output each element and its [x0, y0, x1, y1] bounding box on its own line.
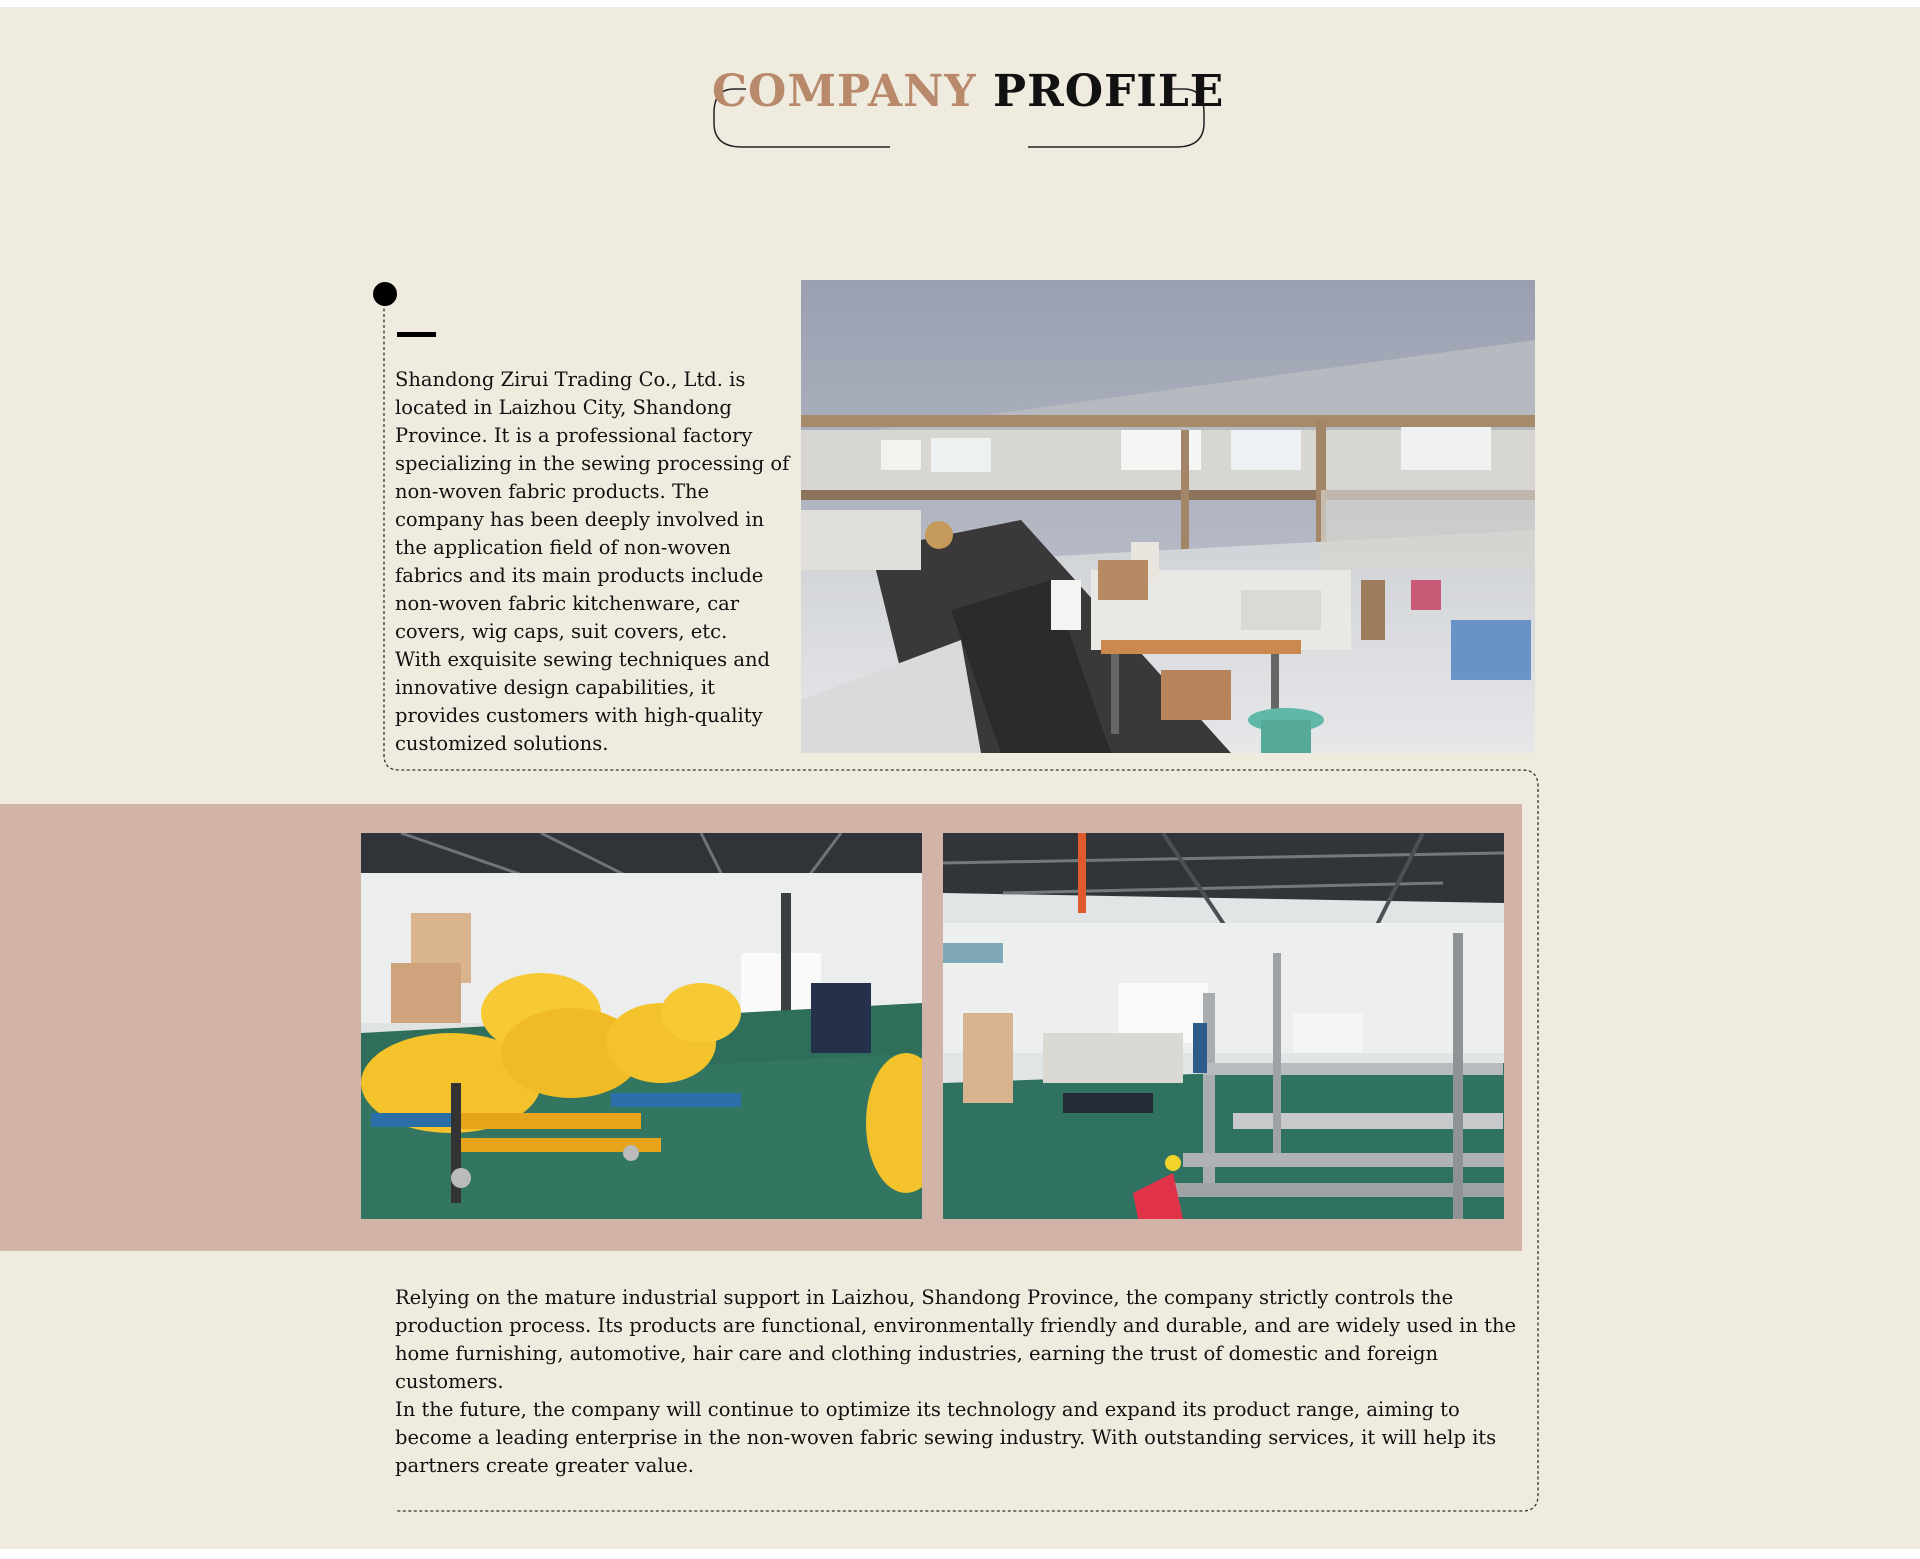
title-main-word: PROFILE [993, 66, 1225, 117]
timeline-dash [397, 332, 436, 337]
intro-paragraph-2: With exquisite sewing techniques and innovative design capabilities, it provides customers with high-quality customized solutions. [395, 648, 770, 755]
title-accent-word: COMPANY [712, 66, 977, 117]
body-text-block [395, 1284, 1535, 1480]
production-line-photo [943, 833, 1504, 1219]
warehouse-pallets-photo [361, 833, 922, 1219]
sewing-workshop-photo [801, 280, 1535, 753]
body-paragraph-1: Relying on the mature industrial support in Laizhou, Shandong Province, the company strictly controls the production process. Its products are functional, environmentally friendly and durable, and are widely used in the home furnishing, automotive, hair care and clothing industries, earning the trust of domestic and foreign customers. [395, 1286, 1517, 1393]
timeline-dot [373, 282, 397, 306]
section-title [712, 55, 1225, 155]
page-title [712, 66, 1225, 117]
intro-paragraph-1: Shandong Zirui Trading Co., Ltd. is located in Laizhou City, Shandong Province. It is a professional factory specializing in the sewing processing of non-woven fabric products. The company has been deeply involved in the application field of non-woven fabrics and its main products include non-woven fabric kitchenware, car covers, wig caps, suit covers, etc. [395, 368, 790, 643]
company-profile-page [0, 7, 1920, 1549]
body-paragraph-2: In the future, the company will continue to optimize its technology and expand its product range, aiming to become a leading enterprise in the non-woven fabric sewing industry. With outstanding services, it will help its partners create greater value. [395, 1398, 1497, 1477]
intro-text-block [395, 366, 795, 758]
